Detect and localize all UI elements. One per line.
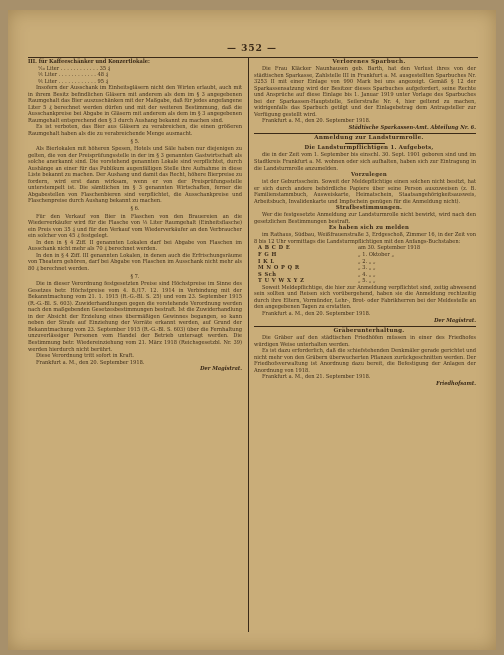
- lost-passbook-heading: Verlorenes Sparbuch.: [332, 59, 406, 65]
- schedule-date: „ 3. „ „: [358, 265, 376, 272]
- right-column: [254, 59, 476, 387]
- subheading: Vorzulegen: [350, 172, 388, 179]
- paragraph: Diese Verordnung tritt sofort in Kraft.: [36, 353, 135, 360]
- signature: Städtische Sparkassen-Amt. Abteilung Nr. 6.: [348, 124, 476, 131]
- section-rule: [254, 326, 476, 327]
- landsturm-heading: Anmeldung zur Landsturmrolle.: [314, 135, 424, 142]
- dateline: Frankfurt a. M., den 20. September 1918.: [262, 310, 371, 317]
- paragraph: Als Bierlokalen mit höheren Spesen, Hotels und Säle haben nur diejenigen zu gelten, die von der Preisprüfungsstelle in der im § 3 genannten Gastwirtschaft als solche anerkannt sind. Die vorstehend genannten Lokale sind verpflichtet, durch Aushänge an einer für das Publikum augenfälligen Stelle ihre Aufnahme in diese Liste bekannt zu machen. Der Aushang und damit das Recht, höhere Bierpreise zu fordern, wird erst dann wirksam, wenn er von der Preisprüfungsstelle unterstempelt ist. Die sämtlichen im § 3 genannten Wirtschaften, ferner die Abgabestellen von Flaschenbieren sind verpflichtet, die Ausschankpreise und Flaschenpreise durch Aushang bekannt zu machen.: [28, 146, 242, 205]
- schedule-letters: T U V W X Y Z: [258, 278, 305, 285]
- signature: Der Magistrat.: [200, 366, 242, 373]
- registration-schedule: [254, 245, 476, 284]
- dateline: Frankfurt a. M., den 21. September 1918.: [262, 374, 371, 381]
- schedule-date: „ 4. „ „: [358, 271, 376, 278]
- paragraph: Die in dieser Verordnung festgesetzten Preise sind Höchstpreise im Sinne des Gesetzes betr. Höchstpreise vom 4. 8./17. 12. 1914 in Verbindung mit der Bekanntmachung vom 21. 1. 1915 (R.-G.-Bl. S. 25) und vom 23. September 1915 (R.-G.-Bl. S. 603). Zuwiderhandlungen gegen die vorstehende Verordnung werden nach den maßgebenden Gesetzesbestimmungen bestraft. Ist die Zuwiderhandlung in der Absicht der Erzielung eines übermäßigen Gewinnes begangen, so kann neben der Strafe auf Einziehung der Vorräte erkannt werden, auf Grund der Bekanntmachung vom 23. September 1915 (R.-G.-Bl. S. 603) über die Fernhaltung unzuverlässiger Personen vom Handel der Betrieb untersagt werden. Die Bestimmung betr. Wiedereinziehung vom 21. März 1918 (Reichsgesetzbl. Nr. 39) werden hierdurch nicht berührt.: [28, 281, 242, 353]
- schedule-letters: I K L: [258, 258, 275, 265]
- schedule-date: am 30. September 1918: [358, 245, 421, 252]
- price-line: ⅒ Liter . . . . . . . . . . . . 35 ₰: [38, 65, 111, 72]
- graves-heading: Gräberunterhaltung.: [333, 328, 405, 335]
- schedule-row: [258, 278, 476, 285]
- paragraph: In den in § 4 Ziff. II genannten Lokalen darf bei Abgabe von Flaschen im Ausschank nicht mehr als 70 ₰ berechnet werden.: [28, 239, 242, 253]
- section-number: § 5.: [130, 138, 140, 145]
- section-number: § 7.: [130, 273, 140, 280]
- dateline: Frankfurt a. M., den 20. September 1918.: [36, 359, 145, 366]
- schedule-letters: S Sch: [258, 271, 277, 278]
- newspaper-page: [8, 10, 496, 650]
- price-line: ⅖ Liter . . . . . . . . . . . . 95 ₰: [38, 78, 109, 85]
- paragraph: die in der Zeit vom 1. September bis einschl. 30. Sept. 1901 geboren sind und im Stadtkreis Frankfurt a. M. wohnen oder sich aufhalten, haben sich zur Eintragung in die Landsturmrolle anzumelden.: [254, 152, 476, 172]
- paragraph: Die Gräber auf den städtischen Friedhöfen müssen in einer des Friedhofes würdigen Weise unterhalten werden.: [254, 335, 476, 348]
- schedule-date: „ 2. „ „: [358, 258, 376, 265]
- signature: Der Magistrat.: [434, 317, 476, 324]
- schedule-date: „ 5. „ „: [358, 278, 376, 285]
- section-number: § 6.: [130, 206, 140, 213]
- column-divider: [248, 57, 249, 632]
- paragraph: Es ist dazu erforderlich, daß die schiefstehenden Denkmäler gerade gerichtet und nicht mehr von den Gräbern überwucherten Pflanzen zurückgeschnitten werden. Der Friedhofsverwaltung ist Anordnung dazu bereit, die Befestigung der Anlagen der Anordnung von 1918.: [254, 348, 476, 374]
- short-rule: [345, 143, 385, 144]
- schedule-date: „ 1. Oktober „: [358, 252, 395, 259]
- left-column: [28, 59, 242, 373]
- subheading: Strafbestimmungen.: [335, 205, 403, 212]
- page-number: — 352 —: [226, 44, 278, 54]
- paragraph: Es ist verboten, das Bier aus Gläsern zu verabreichen, die einen größeren Raumgehalt haben als die zu verabreichende Menge ausmacht.: [28, 124, 242, 138]
- paragraph: ist der Geburtsschein. Soweit der Meldepflichtige einen solchen nicht besitzt, hat er sich durch andere behördliche Papiere über seine Person auszuweisen (z. B. Familienstammbuch, Ausweiskarte, Heimatschein, Staatsangehörigkeitsausweis, Arbeitsbuch, Invalidenkarte und Impfschein genügen für die Anmeldung nicht).: [254, 179, 476, 205]
- paragraph: Soweit Meldepflichtige, die hier zur Anmeldung verpflichtet sind, zeitig abwesend sein sollten und Reisen sich vorübergehend, haben sie die Anmeldung rechtzeitig durch ihre Eltern, Vormünder, Lehr-, Brot- oder Fabrikherren bei der Meldestelle an den angegebenen Tagen zu erstatten.: [254, 284, 476, 311]
- section-rule: [254, 133, 476, 134]
- header-rule: [28, 57, 478, 58]
- paragraph: Für den Verkauf von Bier in Flaschen von den Brauereien an die Wiederverkäufer wird für die Flasche von ⅓ Liter Raumgehalt (Einheitsflasche) ein Preis von 35 ₰ und für den Verkauf vom Wiederverkäufer an den Verbraucher ein solcher von 45 ₰ festgelegt.: [28, 213, 242, 240]
- paragraph: im Rathaus, Südbau, Weißfrauenstraße 3, Erdgeschoß, Zimmer 16, in der Zeit von 8 bis 12 Uhr vormittags die Landsturmpflichtigen mit den Anfangs-Buchstaben:: [254, 232, 476, 245]
- beer-price-heading: III. für Kaffeeschänker und Konzertlokale:: [28, 59, 150, 65]
- landsturm-subheading: Die Landsturmpflichtigen 1. Aufgebots,: [304, 145, 434, 152]
- schedule-letters: M N O P Q R: [258, 265, 300, 272]
- subheading: Es haben sich zu melden: [328, 225, 410, 232]
- dateline: Frankfurt a. M., den 20. September 1918.: [262, 118, 371, 125]
- price-line: ⅕ Liter . . . . . . . . . . . . 48 ₰: [38, 72, 109, 79]
- schedule-letters: A B C D E: [258, 245, 291, 252]
- paragraph: Insofern der Ausschank im Einheitsgläsern nicht den Wirten erlaubt, auch mit in ihrem Besitz befindlichen Gläsern mit anderem als dem im § 3 angegebenen Raumgehalt das Bier auszuschänken mit der Maßgabe, daß für jedes angefangene Liter 5 ₰ berechnet werden dürfen und mit der weiteren Bestimmung, daß die Ausschankpreise bei Abgabe in Gläsern mit anderem als dem im § 3 angegebenen Raumgehalt entsprechend den § 3 durch Aushang bekannt zu machen sind.: [28, 85, 242, 124]
- signature: Friedhofsamt.: [436, 380, 476, 387]
- paragraph: In den in § 4 Ziff. III genannten Lokalen, in denen auch die Erfrischungsräume von Theatern gehören, darf bei Abgabe von Flaschen im Ausschank nicht mehr als 80 ₰ berechnet werden.: [28, 252, 242, 272]
- paragraph: Wer die festgesetzte Anmeldung zur Landsturmrolle nicht bewirkt, wird nach den gesetzlichen Bestimmungen bestraft.: [254, 212, 476, 225]
- schedule-letters: F G H: [258, 252, 277, 259]
- beer-price-list: [28, 66, 242, 86]
- paragraph: Die Frau Kläcker Naunhausen geb. Barth, hat den Verlust ihres von der städtischen Sparkasse, Zahlstelle III in Frankfurt a. M. ausgestellten Sparbuches Nr. 3253 II mit einer Einlage von 990 Mark bei uns angezeigt. Gemäß § 12 der Sparkassensatzung wird der Besitzer dieses Sparbuches aufgefordert, seine Rechte und Ansprüche auf diese Einlage bis 1. Januar 1919 unter Vorlage des Sparbuches bei der Sparkassen-Hauptstelle, Seilerstraße Nr. 4, hier geltend zu machen, widrigenfalls das Sparbuch getilgt und der Einlagebetrag dem Antragsteller zur Verfügung gestellt wird.: [254, 66, 476, 118]
